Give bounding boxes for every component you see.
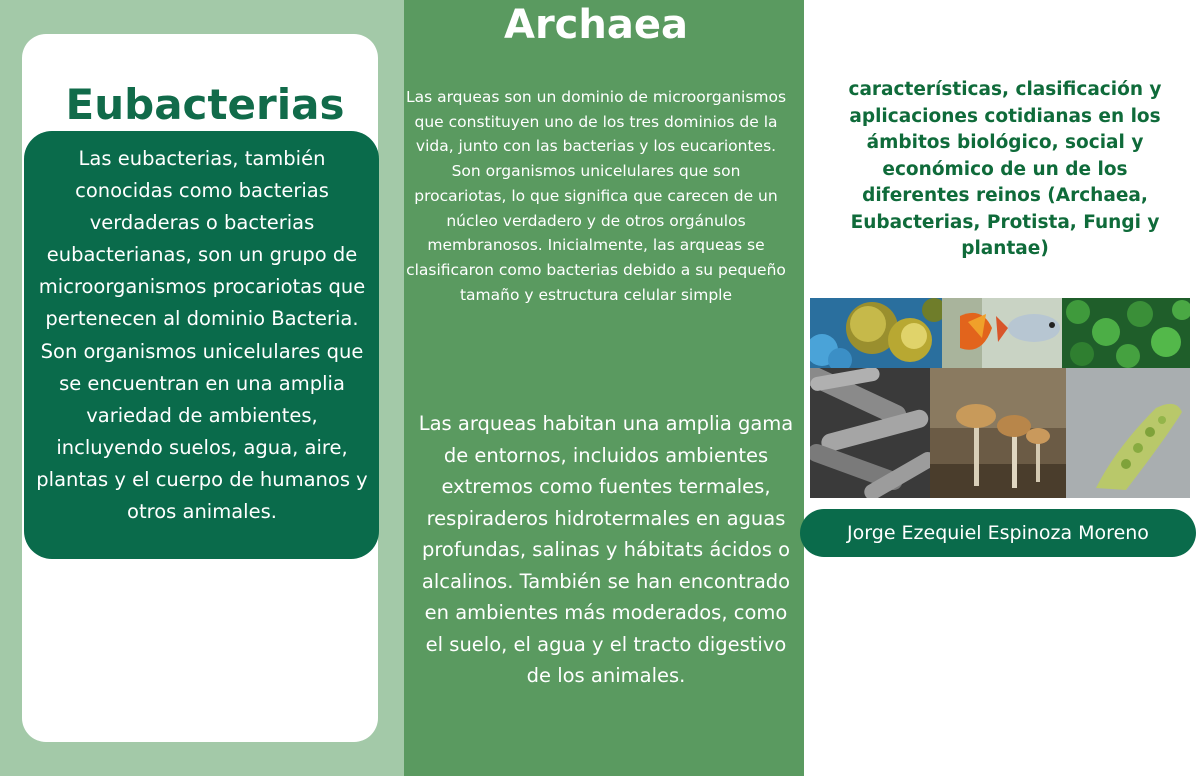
eubacterias-title: Eubacterias <box>65 80 345 129</box>
mushroom-photo-icon <box>930 368 1066 498</box>
bacteria-photo-icon <box>810 298 942 368</box>
archaea-description: Las arqueas son un dominio de microorganismos que constituyen uno de los tres dominios de la vida, junto con las bacterias y los eucariontes. Son organismos unicelulares que son procariotas, lo que significa que carecen de un núcleo verdadero y de otros orgánulos membranosos. Inicialmente, las arqueas se clasificaron como bacterias debido a su pequeño tamaño y estructura celular simple <box>405 88 787 304</box>
clover-photo-icon <box>1062 298 1190 368</box>
protist-photo-icon <box>1066 368 1190 498</box>
kingdoms-collage <box>810 298 1190 498</box>
rod-bacteria-photo-icon <box>810 368 930 498</box>
cover-heading: características, clasificación y aplicaciones cotidianas en los ámbitos biológico, social y económico de un de los diferentes reinos (Archaea, Eubacterias, Protista, Fungi y plantae) <box>848 79 1162 259</box>
archaea-habitat: Las arqueas habitan una amplia gama de entornos, incluidos ambientes extremos como fuentes termales, respiraderos hidrotermales en aguas profundas, salinas y hábitats ácidos o alcalinos. También se han encontrado en ambientes más moderados, como el suelo, el agua y el tracto digestivo de los animales. <box>418 412 794 687</box>
fish-photo-icon <box>942 298 1062 368</box>
eubacterias-description: Las eubacterias, también conocidas como bacterias verdaderas o bacterias eubacterianas, son un grupo de microorganismos procariotas que pertenecen al dominio Bacteria. Son organismos unicelulares que se encuentran en una amplia variedad de ambientes, incluyendo suelos, agua, aire, plantas y el cuerpo de humanos y otros animales. <box>36 147 368 524</box>
archaea-title: Archaea <box>504 2 688 48</box>
author-name: Jorge Ezequiel Espinoza Moreno <box>847 522 1149 544</box>
